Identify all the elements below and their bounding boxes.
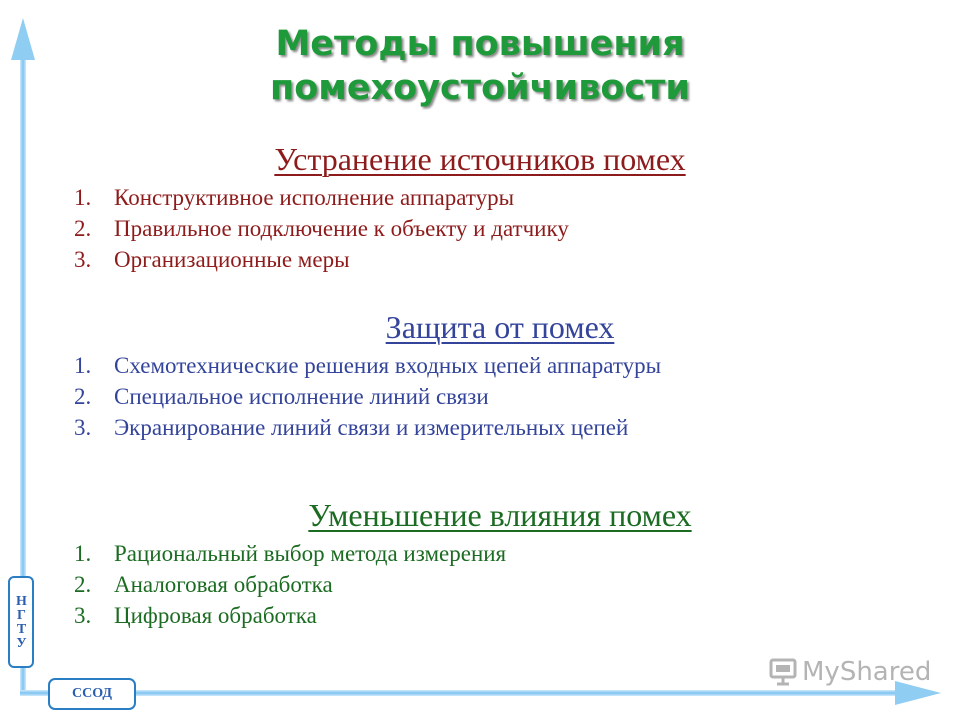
slide-title-line-1: Методы повышения bbox=[275, 24, 685, 64]
list-item: 3. Организационные меры bbox=[74, 247, 350, 272]
watermark bbox=[768, 652, 931, 692]
section-heading-eliminate: Устранение источников помех bbox=[274, 141, 686, 177]
section-list-reduce bbox=[74, 538, 506, 631]
section-heading-protect: Защита от помех bbox=[385, 309, 615, 345]
section-list-protect bbox=[74, 350, 661, 443]
list-item: 2. Правильное подключение к объекту и датчику bbox=[74, 216, 569, 241]
department-badge: ССОД bbox=[48, 678, 136, 710]
list-item: 1. Конструктивное исполнение аппаратуры bbox=[74, 185, 515, 210]
list-item: 2. Аналоговая обработка bbox=[74, 572, 333, 597]
slide-title-line-2: помехоустойчивости bbox=[270, 68, 690, 108]
university-badge-text: НГТУ bbox=[14, 594, 29, 650]
section-heading-reduce: Уменьшение влияния помех bbox=[308, 497, 692, 533]
projector-screen-icon bbox=[768, 657, 798, 687]
list-item: 3. Цифровая обработка bbox=[74, 603, 317, 628]
university-badge bbox=[8, 576, 34, 668]
slide-title bbox=[0, 22, 960, 110]
list-item: 1. Схемотехнические решения входных цепей аппаратуры bbox=[74, 353, 662, 378]
list-item: 1. Рациональный выбор метода измерения bbox=[74, 541, 507, 566]
watermark-text: MyShared bbox=[802, 657, 932, 687]
list-item: 2. Специальное исполнение линий связи bbox=[74, 384, 489, 409]
list-item: 3. Экранирование линий связи и измерительных цепей bbox=[74, 415, 629, 440]
section-list-eliminate bbox=[74, 182, 569, 275]
